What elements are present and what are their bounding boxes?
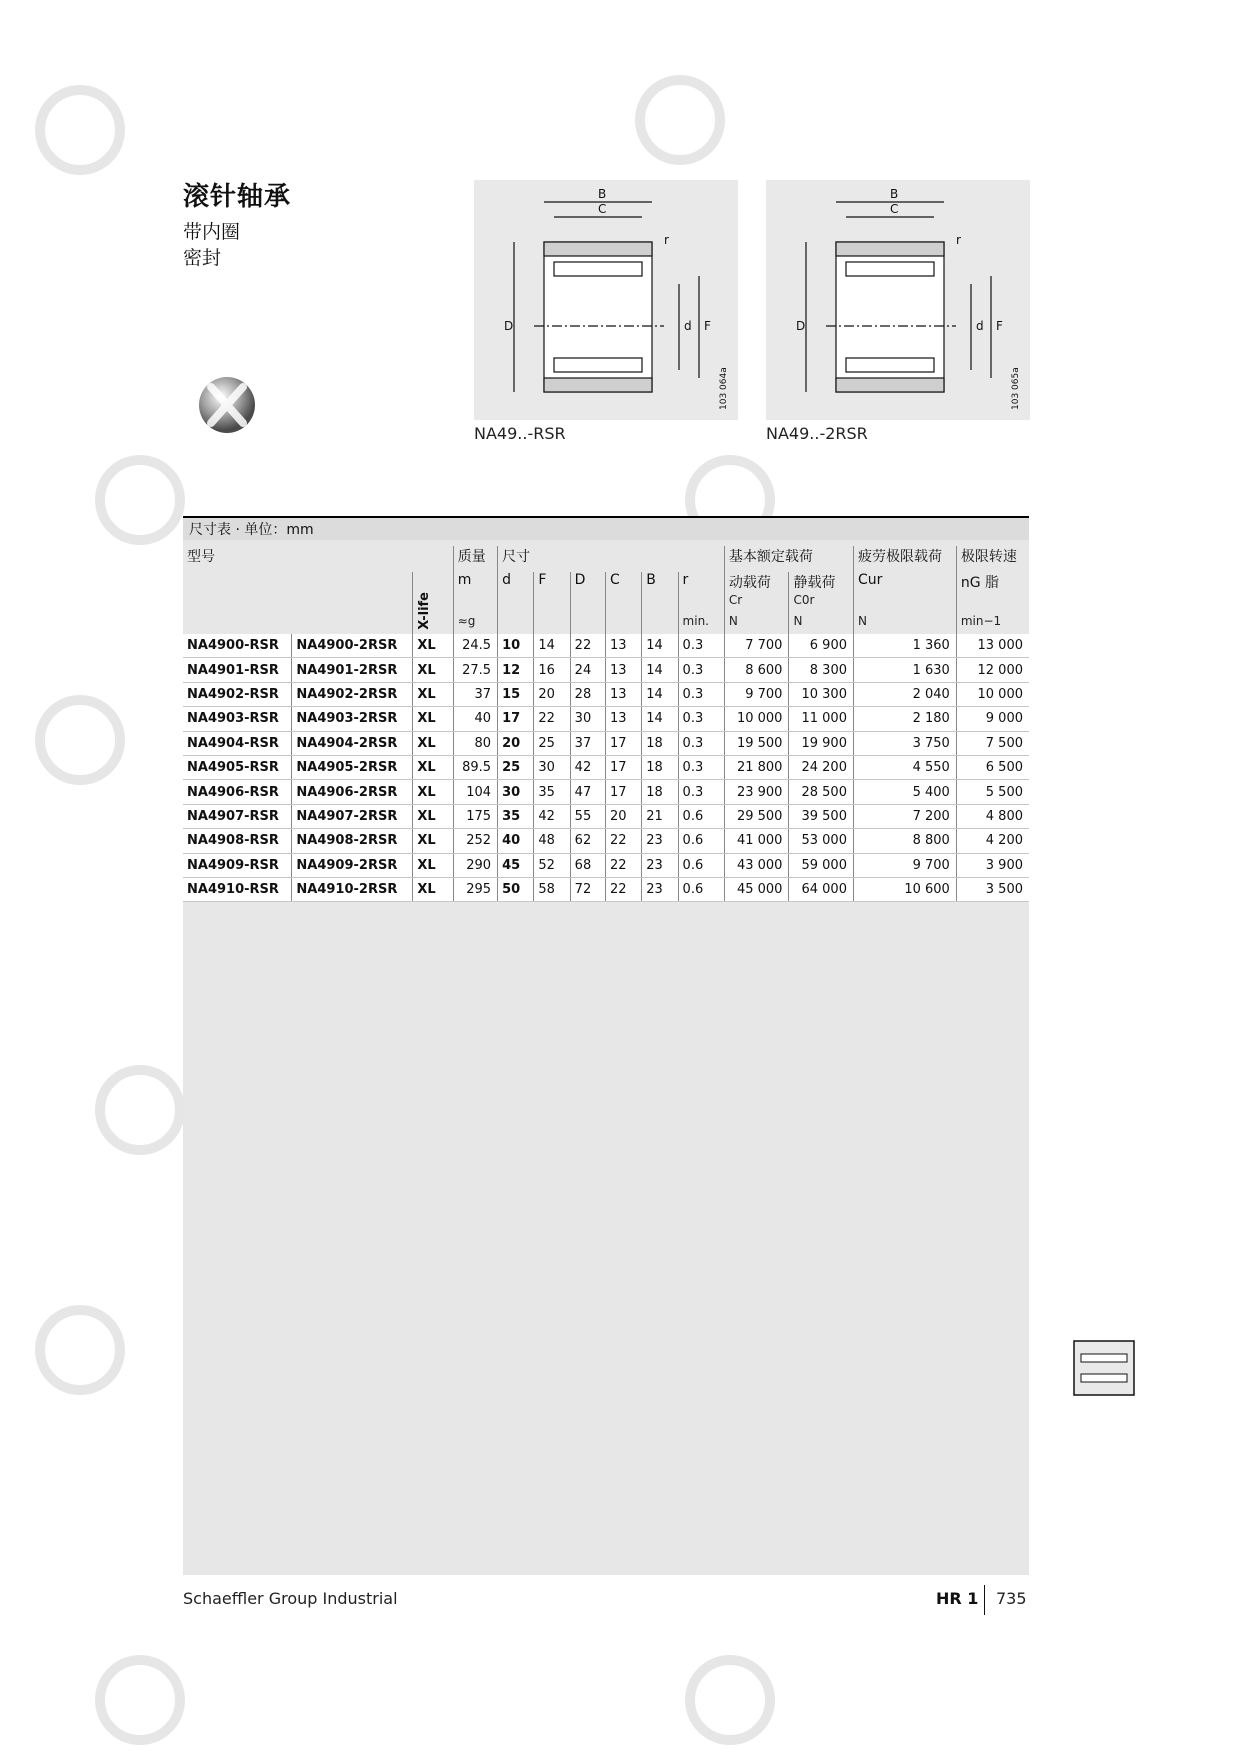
table-cell: XL: [413, 804, 453, 828]
footer-divider: [984, 1585, 985, 1615]
table-cell: 24: [570, 658, 605, 682]
table-cell: NA4907-2RSR: [292, 804, 413, 828]
table-cell: 15: [498, 682, 534, 706]
table-cell: 18: [642, 731, 678, 755]
header-mass: 质量: [453, 546, 497, 572]
table-cell: 28: [570, 682, 605, 706]
subtitle-sealed: 密封: [183, 247, 222, 269]
table-cell: NA4900-2RSR: [292, 634, 413, 658]
table-cell: 22: [605, 829, 641, 853]
table-cell: 0.6: [678, 877, 724, 901]
table-cell: NA4903-RSR: [183, 707, 292, 731]
header-dims: 尺寸: [498, 546, 725, 572]
header-n3: N: [853, 614, 956, 634]
table-cell: XL: [413, 877, 453, 901]
table-cell: NA4910-2RSR: [292, 877, 413, 901]
table-cell: 72: [570, 877, 605, 901]
table-cell: 14: [534, 634, 570, 658]
table-cell: 0.3: [678, 658, 724, 682]
label-r: r: [664, 233, 669, 247]
label-D: D: [796, 319, 806, 333]
footer-series: HR 1: [936, 1589, 979, 1608]
table-cell: NA4909-2RSR: [292, 853, 413, 877]
table-cell: 20: [605, 804, 641, 828]
table-row: [183, 658, 1029, 682]
table-cell: 13: [605, 707, 641, 731]
label-d: d: [976, 319, 984, 333]
table-cell: 295: [453, 877, 497, 901]
table-cell: 22: [534, 707, 570, 731]
table-cell: 7 500: [956, 731, 1029, 755]
table-cell: 11 000: [789, 707, 854, 731]
table-row: [183, 731, 1029, 755]
label-d: d: [684, 319, 692, 333]
header-mass-unit: ≈g: [453, 614, 497, 634]
table-cell: 3 500: [956, 877, 1029, 901]
table-cell: 52: [534, 853, 570, 877]
table-cell: 24.5: [453, 634, 497, 658]
table-cell: 7 200: [853, 804, 956, 828]
table-cell: 80: [453, 731, 497, 755]
table-cell: 23: [642, 853, 678, 877]
table-row: [183, 804, 1029, 828]
header-cr: Cr: [728, 593, 743, 607]
table-cell: 9 700: [853, 853, 956, 877]
table-cell: 14: [642, 658, 678, 682]
table-cell: 30: [570, 707, 605, 731]
table-cell: NA4904-RSR: [183, 731, 292, 755]
subtitle-inner-ring: 带内圈: [183, 221, 241, 243]
table-row: [183, 755, 1029, 779]
table-cell: 2 180: [853, 707, 956, 731]
table-cell: 8 800: [853, 829, 956, 853]
header-r-unit: min.: [678, 614, 724, 634]
table-cell: NA4903-2RSR: [292, 707, 413, 731]
header-D: D: [570, 572, 605, 614]
table-cell: NA4906-2RSR: [292, 780, 413, 804]
table-row: [183, 829, 1029, 853]
table-cell: 1 630: [853, 658, 956, 682]
header-dynamic: 动载荷: [728, 575, 771, 591]
table-cell: 64 000: [789, 877, 854, 901]
table-cell: 104: [453, 780, 497, 804]
header-speed: 极限转速: [956, 546, 1029, 572]
table-row: [183, 682, 1029, 706]
needle-bearing-tab-icon: [1073, 1340, 1135, 1396]
table-cell: NA4910-RSR: [183, 877, 292, 901]
header-speed-unit: min−1: [956, 614, 1029, 634]
label-C: C: [890, 202, 899, 216]
table-cell: 29 500: [724, 804, 789, 828]
table-cell: XL: [413, 755, 453, 779]
table-cell: 4 800: [956, 804, 1029, 828]
table-cell: 14: [642, 707, 678, 731]
footer-company: Schaeffler Group Industrial: [183, 1589, 398, 1608]
table-row: [183, 634, 1029, 658]
table-cell: 43 000: [724, 853, 789, 877]
table-cell: 39 500: [789, 804, 854, 828]
table-cell: 37: [570, 731, 605, 755]
table-cell: 290: [453, 853, 497, 877]
drawing-code: 103 064a: [719, 367, 729, 410]
table-cell: 23 900: [724, 780, 789, 804]
table-cell: 25: [534, 731, 570, 755]
label-F: F: [996, 319, 1003, 333]
table-cell: 10 600: [853, 877, 956, 901]
table-cell: 5 400: [853, 780, 956, 804]
table-cell: 42: [534, 804, 570, 828]
table-cell: 22: [605, 877, 641, 901]
table-cell: NA4901-RSR: [183, 658, 292, 682]
table-cell: 9 000: [956, 707, 1029, 731]
table-cell: 48: [534, 829, 570, 853]
header-xlife: X-life: [417, 592, 433, 630]
header-n1: N: [724, 614, 789, 634]
table-cell: 19 500: [724, 731, 789, 755]
table-cell: 12: [498, 658, 534, 682]
table-cell: 17: [605, 731, 641, 755]
table-cell: 55: [570, 804, 605, 828]
header-cur: Cur: [853, 572, 956, 614]
table-cell: 6 500: [956, 755, 1029, 779]
table-cell: NA4909-RSR: [183, 853, 292, 877]
table-cell: 53 000: [789, 829, 854, 853]
table-cell: 17: [605, 755, 641, 779]
table-cell: 7 700: [724, 634, 789, 658]
drawing-code: 103 065a: [1011, 367, 1021, 410]
table-cell: NA4908-RSR: [183, 829, 292, 853]
label-r: r: [956, 233, 961, 247]
table-cell: 58: [534, 877, 570, 901]
header-ng: nG 脂: [956, 572, 1029, 614]
diagram-caption-2rsr: NA49..-2RSR: [766, 424, 868, 443]
table-cell: 2 040: [853, 682, 956, 706]
table-cell: 13: [605, 658, 641, 682]
table-cell: 89.5: [453, 755, 497, 779]
table-cell: 25: [498, 755, 534, 779]
label-F: F: [704, 319, 711, 333]
table-cell: XL: [413, 829, 453, 853]
table-cell: NA4902-RSR: [183, 682, 292, 706]
table-cell: XL: [413, 682, 453, 706]
header-load: 基本额定载荷: [724, 546, 853, 572]
table-title-bar: 尺寸表 · 单位：mm: [183, 516, 1029, 540]
table-cell: 10: [498, 634, 534, 658]
table-cell: 22: [570, 634, 605, 658]
table-cell: 17: [498, 707, 534, 731]
table-cell: 3 750: [853, 731, 956, 755]
table-cell: 6 900: [789, 634, 854, 658]
table-cell: 10 000: [724, 707, 789, 731]
header-model: 型号: [187, 549, 215, 565]
table-cell: XL: [413, 780, 453, 804]
table-cell: 13: [605, 682, 641, 706]
header-B: B: [642, 572, 678, 614]
table-cell: 20: [498, 731, 534, 755]
table-cell: 42: [570, 755, 605, 779]
table-cell: 68: [570, 853, 605, 877]
table-cell: 19 900: [789, 731, 854, 755]
table-cell: 23: [642, 829, 678, 853]
table-cell: 22: [605, 853, 641, 877]
table-cell: 13 000: [956, 634, 1029, 658]
table-cell: NA4907-RSR: [183, 804, 292, 828]
bearing-diagram-2rsr: [766, 180, 1030, 420]
table-cell: XL: [413, 731, 453, 755]
table-row: [183, 853, 1029, 877]
table-cell: 4 200: [956, 829, 1029, 853]
table-cell: 18: [642, 780, 678, 804]
table-cell: 0.3: [678, 707, 724, 731]
table-cell: 0.6: [678, 853, 724, 877]
diagram-caption-rsr: NA49..-RSR: [474, 424, 566, 443]
table-cell: 35: [534, 780, 570, 804]
table-cell: 13: [605, 634, 641, 658]
table-cell: 0.3: [678, 780, 724, 804]
table-cell: 1 360: [853, 634, 956, 658]
table-cell: XL: [413, 658, 453, 682]
table-cell: 0.6: [678, 804, 724, 828]
header-fatigue: 疲劳极限载荷: [853, 546, 956, 572]
label-C: C: [598, 202, 607, 216]
table-cell: 20: [534, 682, 570, 706]
table-cell: NA4905-RSR: [183, 755, 292, 779]
header-F: F: [534, 572, 570, 614]
table-cell: 18: [642, 755, 678, 779]
table-cell: 30: [498, 780, 534, 804]
table-cell: NA4900-RSR: [183, 634, 292, 658]
table-cell: 0.3: [678, 634, 724, 658]
table-cell: 23: [642, 877, 678, 901]
table-cell: 0.3: [678, 682, 724, 706]
table-cell: 16: [534, 658, 570, 682]
table-cell: XL: [413, 634, 453, 658]
table-cell: 45 000: [724, 877, 789, 901]
page-number: 735: [996, 1589, 1027, 1608]
table-cell: NA4904-2RSR: [292, 731, 413, 755]
table-cell: 28 500: [789, 780, 854, 804]
x-life-logo: [185, 375, 277, 445]
table-cell: 21: [642, 804, 678, 828]
table-cell: 17: [605, 780, 641, 804]
table-cell: NA4908-2RSR: [292, 829, 413, 853]
table-cell: XL: [413, 853, 453, 877]
header-c0r: C0r: [793, 593, 815, 607]
label-B: B: [890, 187, 899, 201]
table-cell: 47: [570, 780, 605, 804]
table-cell: 59 000: [789, 853, 854, 877]
label-B: B: [598, 187, 607, 201]
header-d: d: [498, 572, 534, 614]
header-static: 静载荷: [793, 575, 836, 591]
table-cell: 3 900: [956, 853, 1029, 877]
dimension-table: [183, 516, 1029, 1575]
table-cell: 9 700: [724, 682, 789, 706]
table-cell: 0.3: [678, 731, 724, 755]
table-cell: 45: [498, 853, 534, 877]
header-m: m: [453, 572, 497, 614]
data-table: [183, 546, 1029, 902]
table-cell: 8 300: [789, 658, 854, 682]
table-cell: 27.5: [453, 658, 497, 682]
label-D: D: [504, 319, 514, 333]
table-cell: 5 500: [956, 780, 1029, 804]
table-cell: 175: [453, 804, 497, 828]
table-cell: NA4906-RSR: [183, 780, 292, 804]
table-cell: 30: [534, 755, 570, 779]
table-cell: 12 000: [956, 658, 1029, 682]
table-cell: 24 200: [789, 755, 854, 779]
page-title: 滚针轴承: [183, 182, 292, 212]
table-cell: 35: [498, 804, 534, 828]
table-cell: 0.6: [678, 829, 724, 853]
table-cell: XL: [413, 707, 453, 731]
table-cell: 8 600: [724, 658, 789, 682]
table-cell: 10 300: [789, 682, 854, 706]
table-cell: 62: [570, 829, 605, 853]
table-row: [183, 707, 1029, 731]
table-cell: 252: [453, 829, 497, 853]
table-row: [183, 780, 1029, 804]
table-cell: NA4905-2RSR: [292, 755, 413, 779]
table-cell: 37: [453, 682, 497, 706]
bearing-diagram-rsr: [474, 180, 738, 420]
table-row: [183, 877, 1029, 901]
header-n2: N: [789, 614, 854, 634]
table-cell: 21 800: [724, 755, 789, 779]
table-cell: 50: [498, 877, 534, 901]
header-C: C: [605, 572, 641, 614]
header-r: r: [678, 572, 724, 614]
table-cell: 14: [642, 682, 678, 706]
table-cell: 0.3: [678, 755, 724, 779]
table-cell: 10 000: [956, 682, 1029, 706]
table-cell: 40: [498, 829, 534, 853]
table-cell: 14: [642, 634, 678, 658]
table-cell: 41 000: [724, 829, 789, 853]
table-cell: 4 550: [853, 755, 956, 779]
table-cell: 40: [453, 707, 497, 731]
table-cell: NA4901-2RSR: [292, 658, 413, 682]
table-cell: NA4902-2RSR: [292, 682, 413, 706]
